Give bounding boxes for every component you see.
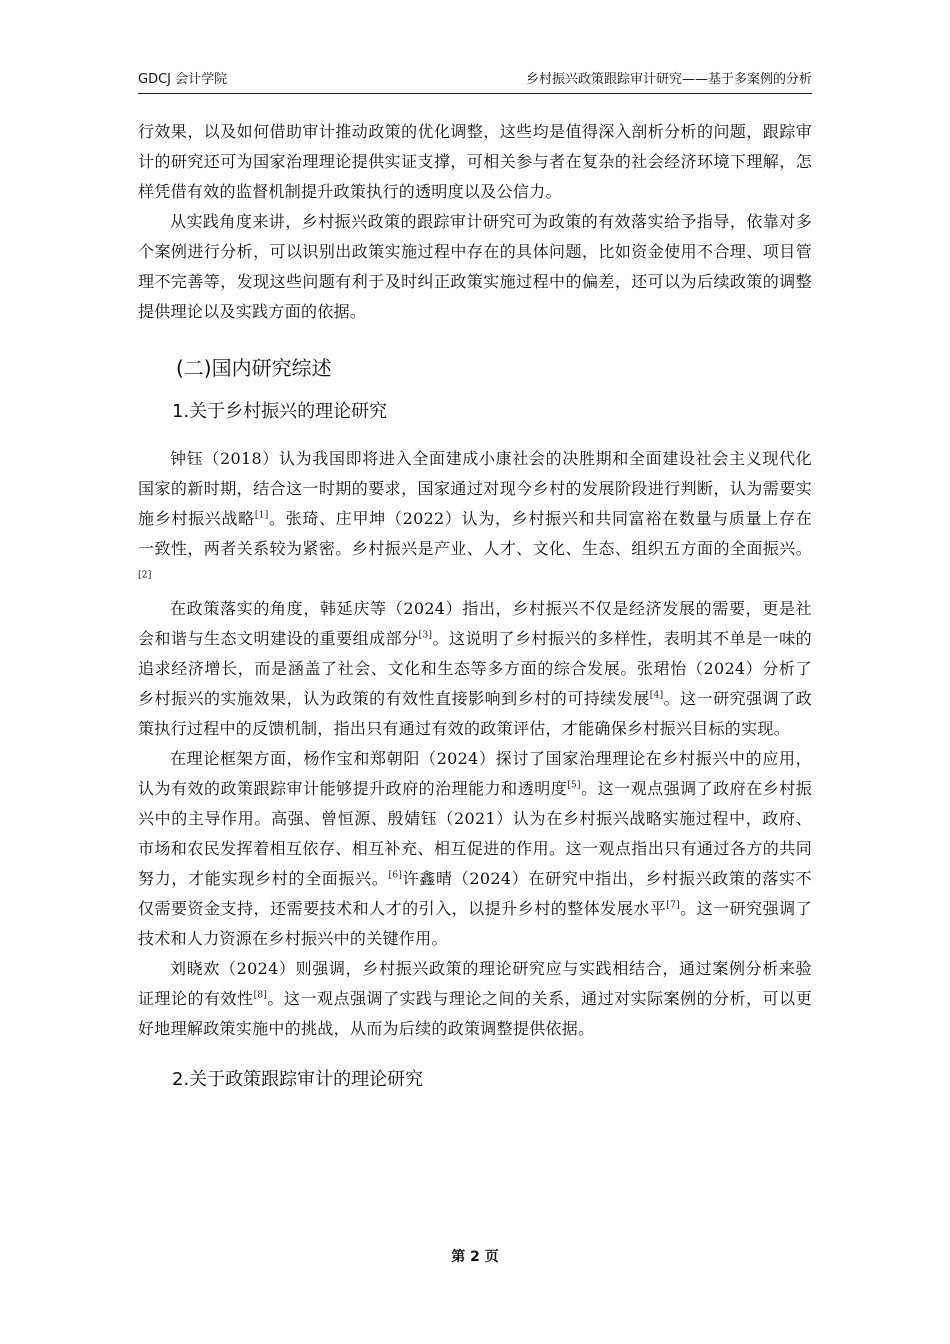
citation-2: [2] (138, 570, 152, 581)
header-divider (138, 93, 812, 94)
citation-6: [6] (388, 870, 403, 881)
text-run: 。这一研究强调了技术和人力资源在乡村振兴中的关键作用。 (138, 899, 812, 948)
document-body (138, 117, 812, 1112)
citation-1: [1] (254, 510, 269, 521)
page-header (138, 66, 812, 88)
header-right-text: 乡村振兴政策跟踪审计研究——基于多案例的分析 (525, 72, 812, 87)
text-run: 许鑫晴（2024）在研究中指出，乡村振兴政策的落实不仅需要资金支持，还需要技术和人才的引入，以提升乡村的整体发展水平 (138, 869, 812, 918)
paragraph-practice: 从实践角度来讲，乡村振兴政策的跟踪审计研究可为政策的有效落实给予指导，依靠对多个案例进行分析，可以识别出政策实施过程中存在的具体问题，比如资金使用不合理、项目管理不完善等，发现这些问题有利于及时纠正政策实施过程中的偏差，还可以为后续政策的调整提供理论以及实践方面的依据。 (138, 212, 812, 321)
citation-4: [4] (649, 690, 664, 701)
text-run: 刘晓欢（2024）则强调，乡村振兴政策的理论研究应与实践相结合，通过案例分析来验证理论的有效性 (138, 959, 812, 1008)
header-left-text: GDCJ 会计学院 (138, 72, 228, 87)
text-run: 。这一研究强调了政策执行过程中的反馈机制，指出只有通过有效的政策评估，才能确保乡村振兴目标的实现。 (138, 689, 812, 738)
citation-5: [5] (567, 780, 581, 791)
section-heading: (二)国内研究综述 (176, 356, 332, 380)
citation-7: [7] (666, 900, 680, 911)
text-run: 钟钰（2018）认为我国即将进入全面建成小康社会的决胜期和全面建设社会主义现代化国家的新时期，结合这一时期的要求，国家通过对现今乡村的发展阶段进行判断，认为需要实施乡村振兴战略 (138, 449, 812, 528)
paragraph-intro-continued: 行效果，以及如何借助审计推动政策的优化调整，这些均是值得深入剖析分析的问题，跟踪审计的研究还可为国家治理理论提供实证支撑，可相关参与者在复杂的社会经济环境下理解，怎样凭借有效的监督机制提升政策执行的透明度以及公信力。 (138, 122, 812, 201)
text-run: 。这说明了乡村振兴的多样性，表明其不单是一味的追求经济增长，而是涵盖了社会、文化和生态等多方面的综合发展。张珺怡（2024）分析了乡村振兴的实施效果，认为政策的有效性直接影响到乡村的可持续发展 (138, 629, 812, 708)
subsection-heading-2: 2.关于政策跟踪审计的理论研究 (172, 1069, 424, 1090)
text-run: 在政策落实的角度，韩延庆等（2024）指出，乡村振兴不仅是经济发展的需要，更是社会和谐与生态文明建设的重要组成部分 (138, 599, 812, 648)
paragraph-liu-xiaohuan (138, 954, 812, 1044)
text-run: 。这一观点强调了政府在乡村振兴中的主导作用。高强、曾恒源、殷婧钰（2021）认为在乡村振兴战略实施过程中，政府、市场和农民发挥着相互依存、相互补充、相互促进的作用。这一观点指出只有通过各方的共同努力，才能实现乡村的全面振兴。 (138, 779, 812, 888)
text-run: 。张琦、庄甲坤（2022）认为，乡村振兴和共同富裕在数量与质量上存在一致性，两者关系较为紧密。乡村振兴是产业、人才、文化、生态、组织五方面的全面振兴。 (138, 509, 812, 558)
subsection-heading-1: 1.关于乡村振兴的理论研究 (172, 401, 388, 422)
citation-8: [8] (253, 990, 268, 1001)
paragraph-policy (138, 594, 812, 744)
text-run: 在理论框架方面，杨作宝和郑朝阳（2024）探讨了国家治理理论在乡村振兴中的应用，认为有效的政策跟踪审计能够提升政府的治理能力和透明度 (138, 749, 812, 798)
page-number: 第 2 页 (451, 1249, 499, 1265)
paragraph-zhong-yu (138, 444, 812, 594)
paragraph-theory-framework (138, 744, 812, 954)
citation-3: [3] (418, 630, 433, 641)
text-run: 。这一观点强调了实践与理论之间的关系，通过对实际案例的分析，可以更好地理解政策实施中的挑战，从而为后续的政策调整提供依据。 (138, 989, 812, 1038)
